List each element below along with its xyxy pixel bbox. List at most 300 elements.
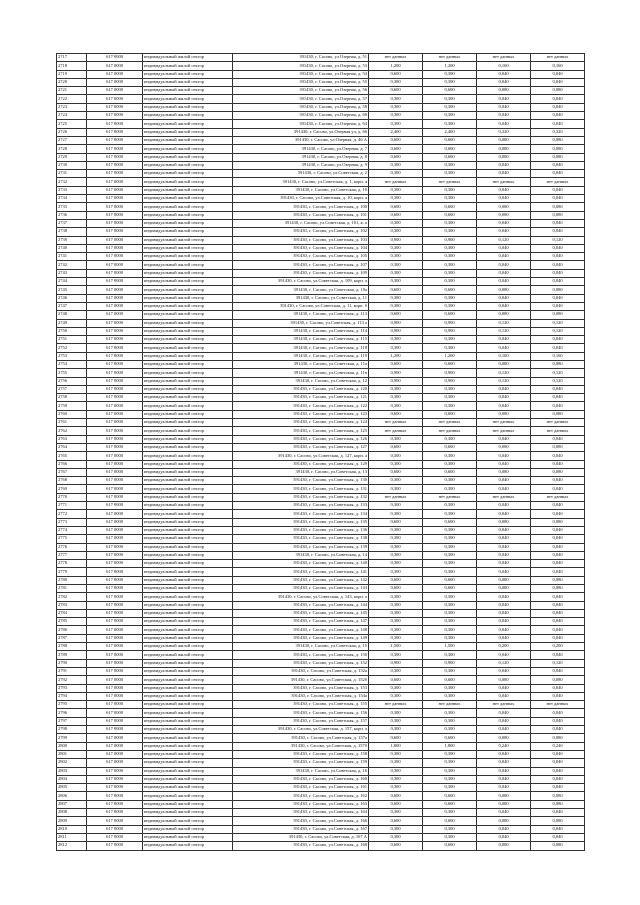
okato-code-cell: 617 0000: [87, 742, 143, 750]
value-4-cell: 0,240: [531, 742, 585, 750]
sector-type-cell: индивидуальный жилой сектор: [143, 302, 233, 310]
sector-type-cell: индивидуальный жилой сектор: [143, 634, 233, 642]
value-1-cell: 0,300: [369, 161, 423, 169]
sector-type-cell: индивидуальный жилой сектор: [143, 311, 233, 319]
value-3-cell: 0,120: [477, 319, 531, 327]
table-row: [57, 609, 585, 617]
sector-type-cell: индивидуальный жилой сектор: [143, 443, 233, 451]
value-4-cell: 0,160: [531, 352, 585, 360]
value-3-cell: 0,040: [477, 219, 531, 227]
sector-type-cell: индивидуальный жилой сектор: [143, 460, 233, 468]
okato-code-cell: 617 0000: [87, 161, 143, 169]
value-1-cell: 0,600: [369, 153, 423, 161]
sector-type-cell: индивидуальный жилой сектор: [143, 817, 233, 825]
row-number-cell: 2811: [57, 833, 87, 841]
table-row: [57, 626, 585, 634]
value-2-cell: 0,300: [423, 269, 477, 277]
table-row: [57, 460, 585, 468]
address-cell: 391430, г. Сасово, ул.Советская, д. 114: [233, 327, 369, 335]
okato-code-cell: 617 0000: [87, 112, 143, 120]
value-1-cell: 0,600: [369, 286, 423, 294]
row-number-cell: 2770: [57, 493, 87, 501]
value-1-cell: 0,300: [369, 402, 423, 410]
value-4-cell: 0,040: [531, 767, 585, 775]
table-row: [57, 825, 585, 833]
value-1-cell: 0,300: [369, 112, 423, 120]
table-row: [57, 493, 585, 501]
row-number-cell: 2812: [57, 842, 87, 850]
table-row: [57, 477, 585, 485]
value-3-cell: 0,040: [477, 261, 531, 269]
value-1-cell: 0,300: [369, 253, 423, 261]
address-cell: 391430, г. Сасово, ул.Советская, д. 14: [233, 551, 369, 559]
value-4-cell: 0,080: [531, 518, 585, 526]
row-number-cell: 2741: [57, 253, 87, 261]
value-3-cell: 0,040: [477, 726, 531, 734]
okato-code-cell: 617 0000: [87, 792, 143, 800]
table-row: [57, 319, 585, 327]
row-number-cell: 2786: [57, 626, 87, 634]
value-4-cell: 0,080: [531, 468, 585, 476]
value-1-cell: 0,300: [369, 634, 423, 642]
row-number-cell: 2806: [57, 792, 87, 800]
value-4-cell: 0,040: [531, 294, 585, 302]
address-cell: 391430, г. Сасово, ул.Советская, д. 138: [233, 535, 369, 543]
value-1-cell: 0,300: [369, 825, 423, 833]
row-number-cell: 2805: [57, 784, 87, 792]
row-number-cell: 2759: [57, 402, 87, 410]
sector-type-cell: индивидуальный жилой сектор: [143, 153, 233, 161]
address-cell: 391430, г. Сасово, ул.Советская, д. 142: [233, 576, 369, 584]
value-2-cell: 0,600: [423, 410, 477, 418]
value-3-cell: 0,040: [477, 120, 531, 128]
address-cell: 391430, г. Сасово, ул.Советская, д. 150: [233, 651, 369, 659]
address-cell: 391430, г. Сасово, ул.Советская, д. 143: [233, 585, 369, 593]
okato-code-cell: 617 0000: [87, 643, 143, 651]
table-row: [57, 435, 585, 443]
row-number-cell: 2731: [57, 170, 87, 178]
row-number-cell: 2750: [57, 327, 87, 335]
sector-type-cell: индивидуальный жилой сектор: [143, 419, 233, 427]
value-4-cell: 0,040: [531, 543, 585, 551]
table-row: [57, 817, 585, 825]
row-number-cell: 2782: [57, 593, 87, 601]
value-4-cell: 0,040: [531, 161, 585, 169]
sector-type-cell: индивидуальный жилой сектор: [143, 601, 233, 609]
sector-type-cell: индивидуальный жилой сектор: [143, 54, 233, 62]
sector-type-cell: индивидуальный жилой сектор: [143, 701, 233, 709]
table-row: [57, 543, 585, 551]
okato-code-cell: 617 0000: [87, 145, 143, 153]
value-2-cell: 0,600: [423, 145, 477, 153]
value-1-cell: 0,600: [369, 136, 423, 144]
value-2-cell: 0,300: [423, 560, 477, 568]
value-3-cell: 0,120: [477, 369, 531, 377]
okato-code-cell: 617 0000: [87, 609, 143, 617]
value-2-cell: 0,600: [423, 676, 477, 684]
value-4-cell: 0,080: [531, 734, 585, 742]
sector-type-cell: индивидуальный жилой сектор: [143, 593, 233, 601]
row-number-cell: 2764: [57, 443, 87, 451]
value-4-cell: 0,080: [531, 286, 585, 294]
value-1-cell: 0,300: [369, 526, 423, 534]
table-row: [57, 742, 585, 750]
value-4-cell: 0,040: [531, 651, 585, 659]
value-4-cell: 0,040: [531, 634, 585, 642]
value-4-cell: 0,040: [531, 302, 585, 310]
value-1-cell: 0,300: [369, 626, 423, 634]
okato-code-cell: 617 0000: [87, 593, 143, 601]
value-3-cell: 0,040: [477, 684, 531, 692]
value-1-cell: нет данных: [369, 419, 423, 427]
row-number-cell: 2773: [57, 518, 87, 526]
sector-type-cell: индивидуальный жилой сектор: [143, 319, 233, 327]
value-4-cell: нет данных: [531, 178, 585, 186]
sector-type-cell: индивидуальный жилой сектор: [143, 170, 233, 178]
value-4-cell: 0,040: [531, 278, 585, 286]
value-1-cell: 0,300: [369, 261, 423, 269]
value-3-cell: 0,040: [477, 568, 531, 576]
value-1-cell: 0,600: [369, 734, 423, 742]
address-cell: 391430, г. Сасово, ул.Советская, д. 123: [233, 410, 369, 418]
value-3-cell: 0,080: [477, 87, 531, 95]
value-4-cell: 0,040: [531, 618, 585, 626]
address-cell: 391430, г. Сасово, ул.Советская, д. 139: [233, 543, 369, 551]
value-3-cell: 0,160: [477, 62, 531, 70]
address-cell: 391430, г. Сасово, ул.Советская, д. 101, к. а: [233, 219, 369, 227]
sector-type-cell: индивидуальный жилой сектор: [143, 278, 233, 286]
sector-type-cell: индивидуальный жилой сектор: [143, 800, 233, 808]
sector-type-cell: индивидуальный жилой сектор: [143, 502, 233, 510]
value-2-cell: 0,600: [423, 792, 477, 800]
row-number-cell: 2778: [57, 560, 87, 568]
address-cell: 391430, г. Сасово, ул.Советская, д. 157: [233, 717, 369, 725]
value-4-cell: 0,080: [531, 410, 585, 418]
address-cell: 391430, г. Сасово, ул.Советская, д. 2: [233, 170, 369, 178]
table-row: [57, 236, 585, 244]
row-number-cell: 2767: [57, 468, 87, 476]
table-row: [57, 145, 585, 153]
value-3-cell: 0,080: [477, 153, 531, 161]
address-cell: 391430, г. Сасово, ул.Советская, д. 11а: [233, 360, 369, 368]
sector-type-cell: индивидуальный жилой сектор: [143, 792, 233, 800]
sector-type-cell: индивидуальный жилой сектор: [143, 402, 233, 410]
okato-code-cell: 617 0000: [87, 360, 143, 368]
value-2-cell: 0,300: [423, 784, 477, 792]
row-number-cell: 2810: [57, 825, 87, 833]
value-3-cell: 0,080: [477, 136, 531, 144]
value-4-cell: 0,040: [531, 120, 585, 128]
value-3-cell: нет данных: [477, 54, 531, 62]
value-2-cell: 0,300: [423, 460, 477, 468]
okato-code-cell: 617 0000: [87, 228, 143, 236]
value-4-cell: 0,080: [531, 576, 585, 584]
value-4-cell: нет данных: [531, 419, 585, 427]
table-row: [57, 800, 585, 808]
value-4-cell: 0,080: [531, 136, 585, 144]
value-2-cell: 0,300: [423, 477, 477, 485]
sector-type-cell: индивидуальный жилой сектор: [143, 95, 233, 103]
value-3-cell: 0,040: [477, 485, 531, 493]
address-cell: 391430, г. Сасово, ул.Озерная ул, д. 66: [233, 128, 369, 136]
address-cell: 391430, г. Сасово, ул.Советская, д. 161: [233, 784, 369, 792]
row-number-cell: 2799: [57, 734, 87, 742]
value-2-cell: 0,900: [423, 369, 477, 377]
okato-code-cell: 617 0000: [87, 626, 143, 634]
okato-code-cell: 617 0000: [87, 667, 143, 675]
okato-code-cell: 617 0000: [87, 369, 143, 377]
row-number-cell: 2775: [57, 535, 87, 543]
sector-type-cell: индивидуальный жилой сектор: [143, 253, 233, 261]
value-3-cell: 0,040: [477, 775, 531, 783]
address-cell: 391430, г. Сасово, ул.Советская, д. 167: [233, 825, 369, 833]
row-number-cell: 2746: [57, 294, 87, 302]
okato-code-cell: 617 0000: [87, 236, 143, 244]
value-2-cell: 2,400: [423, 128, 477, 136]
address-cell: 391430, г. Сасово, ул.Советская, д. 157а: [233, 734, 369, 742]
value-1-cell: 0,300: [369, 244, 423, 252]
value-3-cell: 0,080: [477, 800, 531, 808]
table-row: [57, 443, 585, 451]
okato-code-cell: 617 0000: [87, 120, 143, 128]
value-4-cell: 0,040: [531, 726, 585, 734]
value-1-cell: 0,600: [369, 576, 423, 584]
value-2-cell: 0,300: [423, 452, 477, 460]
value-1-cell: нет данных: [369, 54, 423, 62]
table-row: [57, 278, 585, 286]
value-4-cell: 0,040: [531, 477, 585, 485]
value-3-cell: 0,040: [477, 526, 531, 534]
value-1-cell: 0,300: [369, 344, 423, 352]
row-number-cell: 2769: [57, 485, 87, 493]
value-3-cell: 0,040: [477, 717, 531, 725]
value-2-cell: 0,300: [423, 684, 477, 692]
value-3-cell: 0,040: [477, 70, 531, 78]
value-3-cell: 0,040: [477, 692, 531, 700]
value-1-cell: нет данных: [369, 178, 423, 186]
value-2-cell: 0,300: [423, 709, 477, 717]
value-3-cell: 0,040: [477, 709, 531, 717]
sector-type-cell: индивидуальный жилой сектор: [143, 211, 233, 219]
table-row: [57, 551, 585, 559]
sector-type-cell: индивидуальный жилой сектор: [143, 369, 233, 377]
table-row: [57, 211, 585, 219]
value-1-cell: 0,300: [369, 228, 423, 236]
value-4-cell: 0,200: [531, 643, 585, 651]
value-1-cell: 0,600: [369, 518, 423, 526]
address-cell: 391430, г. Сасово, ул.Советская, д. 105: [233, 253, 369, 261]
sector-type-cell: индивидуальный жилой сектор: [143, 78, 233, 86]
value-1-cell: 0,900: [369, 369, 423, 377]
value-3-cell: 0,120: [477, 377, 531, 385]
value-3-cell: нет данных: [477, 419, 531, 427]
row-number-cell: 2772: [57, 510, 87, 518]
address-cell: 391430, г. Сасово, ул.Советская, д. 163: [233, 800, 369, 808]
value-1-cell: 0,600: [369, 145, 423, 153]
row-number-cell: 2723: [57, 103, 87, 111]
okato-code-cell: 617 0000: [87, 186, 143, 194]
address-cell: 391430, г. Сасово, ул.Озерная, д. 53: [233, 62, 369, 70]
okato-code-cell: 617 0000: [87, 95, 143, 103]
value-3-cell: 0,040: [477, 344, 531, 352]
value-2-cell: 1,200: [423, 352, 477, 360]
value-2-cell: нет данных: [423, 178, 477, 186]
address-cell: 391430, г. Сасово, ул.Советская, д. 152а: [233, 667, 369, 675]
address-cell: 391430, г. Сасово, ул.Советская, д. 109: [233, 269, 369, 277]
table-row: [57, 253, 585, 261]
value-1-cell: 0,900: [369, 659, 423, 667]
value-2-cell: 0,300: [423, 526, 477, 534]
row-number-cell: 2793: [57, 684, 87, 692]
sector-type-cell: индивидуальный жилой сектор: [143, 535, 233, 543]
okato-code-cell: 617 0000: [87, 775, 143, 783]
address-cell: 391430, г. Сасово, ул.Советская, д. 152: [233, 659, 369, 667]
value-3-cell: 0,040: [477, 750, 531, 758]
okato-code-cell: 617 0000: [87, 759, 143, 767]
value-1-cell: 0,300: [369, 833, 423, 841]
table-row: [57, 78, 585, 86]
sector-type-cell: индивидуальный жилой сектор: [143, 568, 233, 576]
value-3-cell: 0,040: [477, 452, 531, 460]
address-cell: 391430, г. Сасово, ул.Советская, д. 145: [233, 609, 369, 617]
okato-code-cell: 617 0000: [87, 170, 143, 178]
table-row: [57, 427, 585, 435]
table-row: [57, 170, 585, 178]
value-1-cell: 0,300: [369, 302, 423, 310]
value-2-cell: 0,300: [423, 692, 477, 700]
address-cell: 391430, г. Сасово, ул.Советская, д. 127: [233, 443, 369, 451]
table-row: [57, 535, 585, 543]
table-row: [57, 286, 585, 294]
table-row: [57, 153, 585, 161]
okato-code-cell: 617 0000: [87, 518, 143, 526]
row-number-cell: 2726: [57, 128, 87, 136]
value-4-cell: 0,120: [531, 327, 585, 335]
address-cell: 391430, г. Сасово, ул.Советская, д. 126: [233, 435, 369, 443]
sector-type-cell: индивидуальный жилой сектор: [143, 767, 233, 775]
sector-type-cell: индивидуальный жилой сектор: [143, 667, 233, 675]
table-row: [57, 261, 585, 269]
sector-type-cell: индивидуальный жилой сектор: [143, 87, 233, 95]
value-4-cell: 0,040: [531, 750, 585, 758]
okato-code-cell: 617 0000: [87, 178, 143, 186]
value-2-cell: 0,300: [423, 759, 477, 767]
sector-type-cell: индивидуальный жилой сектор: [143, 394, 233, 402]
sector-type-cell: индивидуальный жилой сектор: [143, 195, 233, 203]
address-cell: 391430, г. Сасово, ул.Советская, д. 133: [233, 502, 369, 510]
table-row: [57, 269, 585, 277]
value-3-cell: 0,040: [477, 593, 531, 601]
address-cell: 391430, г. Сасово, ул.Советская, д. 119: [233, 352, 369, 360]
value-2-cell: 0,300: [423, 385, 477, 393]
okato-code-cell: 617 0000: [87, 385, 143, 393]
sector-type-cell: индивидуальный жилой сектор: [143, 609, 233, 617]
okato-code-cell: 617 0000: [87, 344, 143, 352]
table-row: [57, 419, 585, 427]
value-3-cell: 0,080: [477, 443, 531, 451]
value-4-cell: 0,040: [531, 526, 585, 534]
value-1-cell: нет данных: [369, 701, 423, 709]
address-cell: 391430, г. Сасово, ул.Советская, д. 103: [233, 236, 369, 244]
value-4-cell: 0,120: [531, 236, 585, 244]
value-2-cell: 0,300: [423, 568, 477, 576]
value-1-cell: 0,300: [369, 593, 423, 601]
sector-type-cell: индивидуальный жилой сектор: [143, 410, 233, 418]
value-2-cell: 0,600: [423, 286, 477, 294]
sector-type-cell: индивидуальный жилой сектор: [143, 327, 233, 335]
table-row: [57, 377, 585, 385]
table-row: [57, 62, 585, 70]
sector-type-cell: индивидуальный жилой сектор: [143, 643, 233, 651]
value-4-cell: 0,040: [531, 103, 585, 111]
okato-code-cell: 617 0000: [87, 219, 143, 227]
row-number-cell: 2800: [57, 742, 87, 750]
row-number-cell: 2724: [57, 112, 87, 120]
row-number-cell: 2785: [57, 618, 87, 626]
okato-code-cell: 617 0000: [87, 211, 143, 219]
sector-type-cell: индивидуальный жилой сектор: [143, 228, 233, 236]
value-1-cell: 0,600: [369, 410, 423, 418]
sector-type-cell: индивидуальный жилой сектор: [143, 784, 233, 792]
address-cell: 391430, г. Сасово, ул.Озерная, д. 64: [233, 120, 369, 128]
row-number-cell: 2784: [57, 609, 87, 617]
okato-code-cell: 617 0000: [87, 568, 143, 576]
value-4-cell: 0,120: [531, 369, 585, 377]
value-4-cell: 0,040: [531, 485, 585, 493]
value-1-cell: 0,300: [369, 394, 423, 402]
okato-code-cell: 617 0000: [87, 485, 143, 493]
address-cell: 391430, г. Сасово, ул.Советская, д. 11, корп. б: [233, 302, 369, 310]
value-1-cell: 0,300: [369, 535, 423, 543]
table-row: [57, 385, 585, 393]
okato-code-cell: 617 0000: [87, 734, 143, 742]
value-4-cell: 0,040: [531, 609, 585, 617]
address-cell: 391430, г. Сасово, ул.Советская, д. 121: [233, 394, 369, 402]
address-cell: 391430, г. Сасово, ул.Советская, д. 152б: [233, 676, 369, 684]
okato-code-cell: 617 0000: [87, 510, 143, 518]
value-4-cell: 0,040: [531, 775, 585, 783]
value-3-cell: 0,080: [477, 842, 531, 850]
sector-type-cell: индивидуальный жилой сектор: [143, 161, 233, 169]
value-4-cell: 0,040: [531, 112, 585, 120]
value-3-cell: 0,040: [477, 809, 531, 817]
value-1-cell: 0,300: [369, 717, 423, 725]
value-1-cell: 2,400: [369, 128, 423, 136]
value-4-cell: 0,040: [531, 394, 585, 402]
address-cell: 391430, г. Сасово, ул.Советская, д. 156: [233, 709, 369, 717]
value-2-cell: 0,600: [423, 153, 477, 161]
address-cell: 391430, г. Сасово, ул.Озерная, д. 8: [233, 153, 369, 161]
okato-code-cell: 617 0000: [87, 535, 143, 543]
sector-type-cell: индивидуальный жилой сектор: [143, 120, 233, 128]
table-row: [57, 560, 585, 568]
table-row: [57, 452, 585, 460]
value-4-cell: 0,040: [531, 195, 585, 203]
value-1-cell: 0,300: [369, 269, 423, 277]
address-cell: 391430, г. Сасово, ул.Советская, д. 131: [233, 485, 369, 493]
address-cell: 391430, г. Сасово, ул.Советская, д. 168: [233, 842, 369, 850]
value-2-cell: 0,300: [423, 186, 477, 194]
value-2-cell: 0,600: [423, 443, 477, 451]
table-row: [57, 302, 585, 310]
address-cell: 391430, г. Сасово, ул.Советская, д. 127, корп. а: [233, 452, 369, 460]
value-3-cell: 0,080: [477, 286, 531, 294]
value-2-cell: 0,600: [423, 468, 477, 476]
sector-type-cell: индивидуальный жилой сектор: [143, 70, 233, 78]
okato-code-cell: 617 0000: [87, 319, 143, 327]
sector-type-cell: индивидуальный жилой сектор: [143, 294, 233, 302]
value-1-cell: 0,900: [369, 236, 423, 244]
